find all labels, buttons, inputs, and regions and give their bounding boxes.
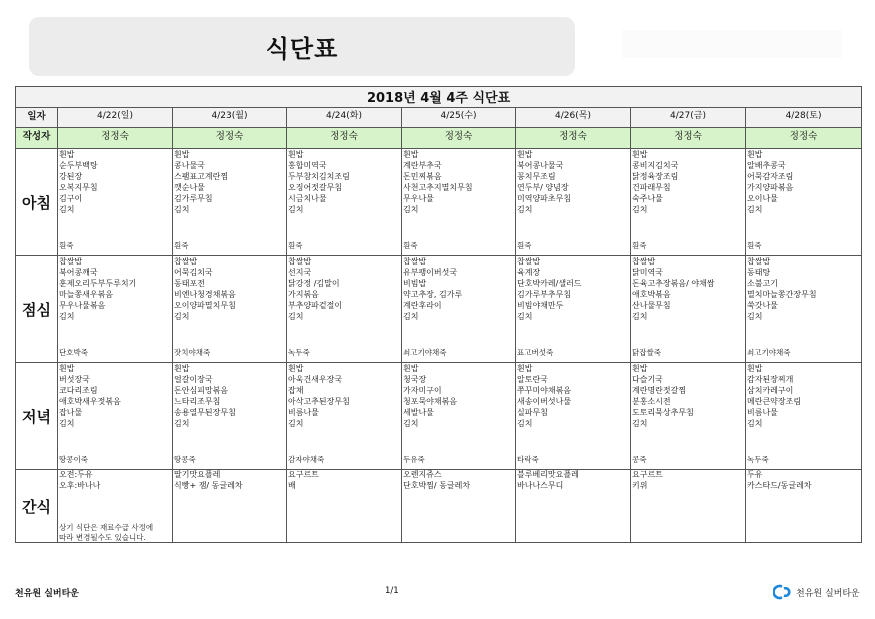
menu-item: 단호박카레/샐러드 — [517, 279, 582, 289]
snack-menu — [746, 470, 861, 542]
menu-item: 순두부백탕 — [59, 161, 98, 171]
breakfast-menu — [746, 149, 861, 255]
date-cell: 4/25(수) — [402, 108, 516, 128]
menu-item: 멸치마늘쫑간장무침 — [747, 290, 817, 300]
porridge-item: 흰죽 — [747, 240, 762, 250]
menu-item: 산나물무침 — [632, 301, 671, 311]
porridge-item: 두유죽 — [403, 454, 425, 464]
lunch-cell — [287, 256, 402, 363]
page-title: 식단표 — [265, 35, 339, 63]
menu-item: 느타리조무침 — [174, 397, 221, 407]
menu-item: 비름나물 — [288, 408, 319, 418]
menu-item: 미역양파초무침 — [517, 194, 572, 204]
menu-item: 가지양파볶음 — [747, 183, 794, 193]
writer-cell: 정정숙 — [746, 128, 862, 149]
menu-item: 삼치카레구이 — [747, 386, 794, 396]
lunch-cell — [402, 256, 516, 363]
menu-item: 흰밥 — [632, 364, 648, 373]
menu-item: 부추양파겉절이 — [288, 301, 343, 311]
lunch-menu — [402, 256, 515, 362]
menu-item: 배 — [288, 480, 296, 490]
dinner-menu — [173, 363, 286, 469]
menu-item: 유부팽이버섯국 — [403, 268, 458, 278]
menu-item: 김구이 — [59, 194, 83, 204]
menu-item: 송용열무된장무침 — [174, 408, 236, 418]
menu-items — [517, 363, 629, 430]
menu-item: 김치 — [174, 205, 190, 215]
menu-items — [174, 149, 285, 216]
lunch-cell — [173, 256, 287, 363]
date-cell: 4/27(금) — [631, 108, 746, 128]
snack-menu — [287, 470, 401, 542]
menu-items — [632, 470, 744, 491]
menu-item: 두부참치김치조림 — [288, 172, 350, 182]
menu-item: 닭미역국 — [632, 268, 663, 278]
menu-item: 흰밥 — [174, 150, 190, 159]
note-line: 따라 변경될수도 있습니다. — [59, 532, 146, 542]
menu-item: 애호박새우젓볶음 — [59, 397, 121, 407]
menu-item: 요구르트 — [288, 470, 319, 479]
menu-item: 도토리묵상추무침 — [632, 408, 694, 418]
menu-item: 오렌지쥬스 — [403, 470, 442, 479]
lunch-cell — [631, 256, 746, 363]
date-label: 일자 — [16, 108, 58, 128]
writer-cell: 정정숙 — [58, 128, 173, 149]
menu-item: 어묵감자조림 — [747, 172, 794, 182]
menu-item: 돈민찌볶음 — [403, 172, 442, 182]
breakfast-cell — [746, 149, 862, 256]
menu-items — [59, 363, 171, 430]
menu-item: 연두부/ 양념장 — [517, 183, 569, 193]
breakfast-menu — [631, 149, 745, 255]
menu-item: 김치 — [632, 419, 648, 429]
menu-item: 찹쌀밥 — [747, 257, 771, 266]
breakfast-label: 아침 — [16, 149, 58, 256]
menu-items — [174, 363, 285, 430]
menu-item: 소불고기 — [747, 279, 778, 289]
menu-item: 찹쌀밥 — [403, 257, 427, 266]
lunch-menu — [746, 256, 861, 362]
menu-item: 잡채 — [288, 386, 304, 396]
menu-items — [403, 470, 514, 491]
menu-item: 흰밥 — [403, 364, 419, 373]
menu-items — [632, 363, 744, 430]
menu-item: 김치 — [174, 312, 190, 322]
menu-item: 찹쌀밥 — [59, 257, 83, 266]
menu-item: 콩나물국 — [174, 161, 205, 171]
porridge-item: 흰죽 — [288, 240, 303, 250]
menu-item: 김치 — [517, 312, 533, 322]
menu-item: 비름나물 — [747, 408, 778, 418]
menu-item: 쭈꾸미야채볶음 — [517, 386, 572, 396]
menu-item: 북어콩나물국 — [517, 161, 564, 171]
breakfast-cell — [402, 149, 516, 256]
breakfast-menu — [58, 149, 172, 255]
menu-item: 스팸표고계란찜 — [174, 172, 229, 182]
menu-item: 찹쌀밥 — [517, 257, 541, 266]
menu-item: 딸기맛요플레 — [174, 470, 221, 479]
menu-item: 오이양파멸치무침 — [174, 301, 236, 311]
snack-cell — [402, 470, 516, 543]
menu-item: 사천고추지멸치무침 — [403, 183, 473, 193]
menu-item: 쑥갓나물 — [747, 301, 778, 311]
menu-item: 흰밥 — [59, 150, 75, 159]
menu-items — [747, 256, 860, 323]
menu-item: 키위 — [632, 480, 648, 490]
menu-item: 강된장 — [59, 172, 83, 182]
menu-item: 시금치나물 — [288, 194, 327, 204]
menu-change-note — [59, 523, 153, 542]
logo-text: 천유원 실버타운 — [796, 588, 860, 599]
menu-items — [632, 149, 744, 216]
menu-item: 애호박볶음 — [632, 290, 671, 300]
menu-item: 김치 — [632, 312, 648, 322]
menu-item: 김치 — [517, 419, 533, 429]
date-cell: 4/26(목) — [516, 108, 631, 128]
date-cell: 4/23(월) — [173, 108, 287, 128]
menu-item: 식빵+ 잼/ 동글레차 — [174, 480, 243, 490]
faint-header-area — [622, 30, 842, 58]
menu-items — [403, 149, 514, 216]
menu-item: 훈제오리두부두루치기 — [59, 279, 137, 289]
breakfast-cell — [631, 149, 746, 256]
menu-items — [174, 256, 285, 323]
footer-logo — [773, 584, 860, 600]
menu-item: 무우나물볶음 — [59, 301, 106, 311]
menu-item: 바나나스무디 — [517, 480, 564, 490]
menu-item: 김가루무침 — [174, 194, 213, 204]
menu-item: 단호박찜/ 동글레차 — [403, 480, 471, 490]
menu-item: 동태탕 — [747, 268, 771, 278]
menu-items — [632, 256, 744, 323]
menu-item: 흰밥 — [288, 150, 304, 159]
writer-cell: 정정숙 — [173, 128, 287, 149]
lunch-label: 점심 — [16, 256, 58, 363]
dinner-cell — [287, 363, 402, 470]
menu-item: 알토란국 — [517, 375, 548, 385]
porridge-item: 쇠고기야채죽 — [403, 347, 447, 357]
dinner-menu — [516, 363, 630, 469]
menu-item: 김치 — [403, 205, 419, 215]
porridge-item: 타락죽 — [517, 454, 539, 464]
menu-item: 꽁치무조림 — [517, 172, 556, 182]
menu-item: 계란부추국 — [403, 161, 442, 171]
menu-item: 깻순나물 — [174, 183, 205, 193]
menu-item: 오전:두유 — [59, 470, 93, 479]
porridge-item: 땅콩죽 — [174, 454, 196, 464]
menu-item: 버섯장국 — [59, 375, 90, 385]
menu-item: 얼갈이장국 — [174, 375, 213, 385]
snack-menu — [58, 470, 172, 542]
menu-items — [747, 149, 860, 216]
menu-item: 아욱건새우장국 — [288, 375, 343, 385]
menu-item: 약고추장, 김가루 — [403, 290, 463, 300]
menu-item: 김치 — [747, 312, 763, 322]
menu-item: 감자된장찌개 — [747, 375, 794, 385]
menu-item: 다슬기국 — [632, 375, 663, 385]
menu-item: 요구르트 — [632, 470, 663, 479]
menu-item: 실파무침 — [517, 408, 548, 418]
snack-menu — [402, 470, 515, 542]
snack-cell — [173, 470, 287, 543]
menu-items — [517, 470, 629, 491]
menu-item: 잡나물 — [59, 408, 83, 418]
menu-items — [403, 363, 514, 430]
menu-item: 오후:바나나 — [59, 480, 101, 490]
porridge-item: 흰죽 — [403, 240, 418, 250]
menu-item: 돈육고추장볶음/ 야채쌈 — [632, 279, 715, 289]
menu-item: 오징어젓갈무침 — [288, 183, 343, 193]
menu-item: 계란후라이 — [403, 301, 442, 311]
dinner-cell — [516, 363, 631, 470]
menu-item: 알배추콩국 — [747, 161, 786, 171]
writer-cell: 정정숙 — [516, 128, 631, 149]
menu-item: 오이나물 — [747, 194, 778, 204]
menu-item: 김치 — [174, 419, 190, 429]
porridge-item: 감자야채죽 — [288, 454, 325, 464]
page-title-box — [29, 17, 575, 76]
menu-item: 세발나물 — [403, 408, 434, 418]
snack-label: 간식 — [16, 470, 58, 543]
porridge-item: 표고버섯죽 — [517, 347, 554, 357]
menu-item: 김치 — [59, 419, 75, 429]
menu-item: 청국장 — [403, 375, 427, 385]
menu-items — [288, 363, 400, 430]
dinner-cell — [746, 363, 862, 470]
menu-item: 김치 — [403, 419, 419, 429]
menu-items — [59, 256, 171, 323]
menu-item: 김치 — [747, 419, 763, 429]
lunch-menu — [58, 256, 172, 362]
menu-items — [747, 470, 860, 491]
lunch-menu — [287, 256, 401, 362]
porridge-item: 닭잡쌀죽 — [632, 347, 661, 357]
menu-item: 콩비지김치국 — [632, 161, 679, 171]
menu-table — [15, 86, 862, 543]
menu-item: 가지볶음 — [288, 290, 319, 300]
menu-item: 어묵김치국 — [174, 268, 213, 278]
snack-menu — [173, 470, 286, 542]
dinner-menu — [402, 363, 515, 469]
menu-items — [517, 149, 629, 216]
menu-item: 흰밥 — [632, 150, 648, 159]
porridge-item: 흰죽 — [59, 240, 74, 250]
snack-cell — [287, 470, 402, 543]
porridge-item: 쇠고기야채죽 — [747, 347, 791, 357]
menu-item: 계란명란젓갈찜 — [632, 386, 687, 396]
menu-item: 김치 — [59, 205, 75, 215]
breakfast-menu — [402, 149, 515, 255]
menu-item: 동태포전 — [174, 279, 205, 289]
porridge-item: 땅콩이죽 — [59, 454, 88, 464]
snack-cell — [746, 470, 862, 543]
menu-item: 김치 — [403, 312, 419, 322]
lunch-cell — [746, 256, 862, 363]
menu-item: 선지국 — [288, 268, 312, 278]
menu-items — [59, 470, 171, 491]
writer-label: 작성자 — [16, 128, 58, 149]
menu-item: 흰밥 — [288, 364, 304, 373]
breakfast-cell — [516, 149, 631, 256]
menu-item: 비빔밥 — [403, 279, 427, 289]
snack-cell — [58, 470, 173, 543]
porridge-item: 흰죽 — [632, 240, 647, 250]
menu-item: 육계장 — [517, 268, 541, 278]
menu-item: 흰밥 — [747, 150, 763, 159]
menu-item: 무우나물 — [403, 194, 434, 204]
menu-item: 김치 — [288, 419, 304, 429]
porridge-item: 녹두죽 — [288, 347, 310, 357]
menu-items — [59, 149, 171, 216]
menu-item: 흰밥 — [59, 364, 75, 373]
writer-cell: 정정숙 — [287, 128, 402, 149]
writer-cell: 정정숙 — [631, 128, 746, 149]
menu-items — [403, 256, 514, 323]
lunch-cell — [516, 256, 631, 363]
menu-item: 분홍소시전 — [632, 397, 671, 407]
lunch-menu — [173, 256, 286, 362]
lunch-menu — [516, 256, 630, 362]
dinner-cell — [402, 363, 516, 470]
dinner-label: 저녁 — [16, 363, 58, 470]
menu-item: 닭정육장조림 — [632, 172, 679, 182]
menu-item: 김치 — [59, 312, 75, 322]
date-cell: 4/22(일) — [58, 108, 173, 128]
footer-org-name: 천유원 실버타운 — [15, 589, 79, 599]
snack-menu — [631, 470, 745, 542]
menu-item: 닭강정 /김말이 — [288, 279, 340, 289]
porridge-item: 잣치야채죽 — [174, 347, 211, 357]
dinner-menu — [287, 363, 401, 469]
menu-item: 카스타드/동글레차 — [747, 480, 812, 490]
dinner-cell — [58, 363, 173, 470]
breakfast-cell — [287, 149, 402, 256]
menu-items — [747, 363, 860, 430]
menu-item: 찹쌀밥 — [174, 257, 198, 266]
menu-item: 북어콩깨국 — [59, 268, 98, 278]
writer-cell: 정정숙 — [402, 128, 516, 149]
dinner-menu — [746, 363, 861, 469]
menu-item: 흰밥 — [517, 150, 533, 159]
menu-items — [517, 256, 629, 323]
breakfast-menu — [287, 149, 401, 255]
porridge-item: 흰죽 — [174, 240, 189, 250]
snack-cell — [516, 470, 631, 543]
menu-item: 찹쌀밥 — [632, 257, 656, 266]
menu-item: 건파래무침 — [632, 183, 671, 193]
table-title: 2018년 4월 4주 식단표 — [16, 87, 862, 108]
menu-item: 돈안심피망볶음 — [174, 386, 229, 396]
menu-items — [288, 149, 400, 216]
menu-item: 흰밥 — [403, 150, 419, 159]
menu-item: 블루베리맛요플레 — [517, 470, 579, 479]
dinner-cell — [631, 363, 746, 470]
menu-item: 숙주나물 — [632, 194, 663, 204]
porridge-item: 단호박죽 — [59, 347, 88, 357]
menu-item: 청포묵야채볶음 — [403, 397, 458, 407]
porridge-item: 흰죽 — [517, 240, 532, 250]
menu-items — [288, 470, 400, 491]
breakfast-menu — [173, 149, 286, 255]
breakfast-cell — [173, 149, 287, 256]
lunch-cell — [58, 256, 173, 363]
menu-item: 홍합미역국 — [288, 161, 327, 171]
menu-item: 오복지무침 — [59, 183, 98, 193]
logo-icon — [773, 584, 793, 600]
porridge-item: 콩죽 — [632, 454, 647, 464]
menu-item: 가자미구이 — [403, 386, 442, 396]
menu-item: 비빔야채만두 — [517, 301, 564, 311]
porridge-item: 녹두죽 — [747, 454, 769, 464]
menu-item: 김치 — [288, 205, 304, 215]
lunch-menu — [631, 256, 745, 362]
note-line: 상기 식단은 재료수급 사정에 — [59, 523, 154, 532]
snack-cell — [631, 470, 746, 543]
dinner-cell — [173, 363, 287, 470]
menu-item: 김치 — [632, 205, 648, 215]
menu-item: 비엔나청경채볶음 — [174, 290, 236, 300]
menu-item: 코다리조림 — [59, 386, 98, 396]
menu-items — [288, 256, 400, 323]
menu-item: 흰밥 — [747, 364, 763, 373]
menu-item: 찹쌀밥 — [288, 257, 312, 266]
dinner-menu — [631, 363, 745, 469]
footer-page-number: 1/1 — [385, 586, 399, 596]
menu-item: 흰밥 — [517, 364, 533, 373]
menu-item: 메란큰약장조림 — [747, 397, 802, 407]
menu-item: 김치 — [517, 205, 533, 215]
menu-item: 아삭고추된장무침 — [288, 397, 350, 407]
menu-item: 두유 — [747, 470, 763, 479]
menu-item: 흰밥 — [174, 364, 190, 373]
menu-items — [174, 470, 285, 491]
menu-item: 김치 — [288, 312, 304, 322]
breakfast-cell — [58, 149, 173, 256]
dinner-menu — [58, 363, 172, 469]
snack-menu — [516, 470, 630, 542]
menu-item: 김치 — [747, 205, 763, 215]
date-cell: 4/24(화) — [287, 108, 402, 128]
menu-item: 새송이버섯나물 — [517, 397, 572, 407]
breakfast-menu — [516, 149, 630, 255]
menu-item: 김가루부추무침 — [517, 290, 572, 300]
menu-item: 마늘쫑새우볶음 — [59, 290, 114, 300]
date-cell: 4/28(토) — [746, 108, 862, 128]
